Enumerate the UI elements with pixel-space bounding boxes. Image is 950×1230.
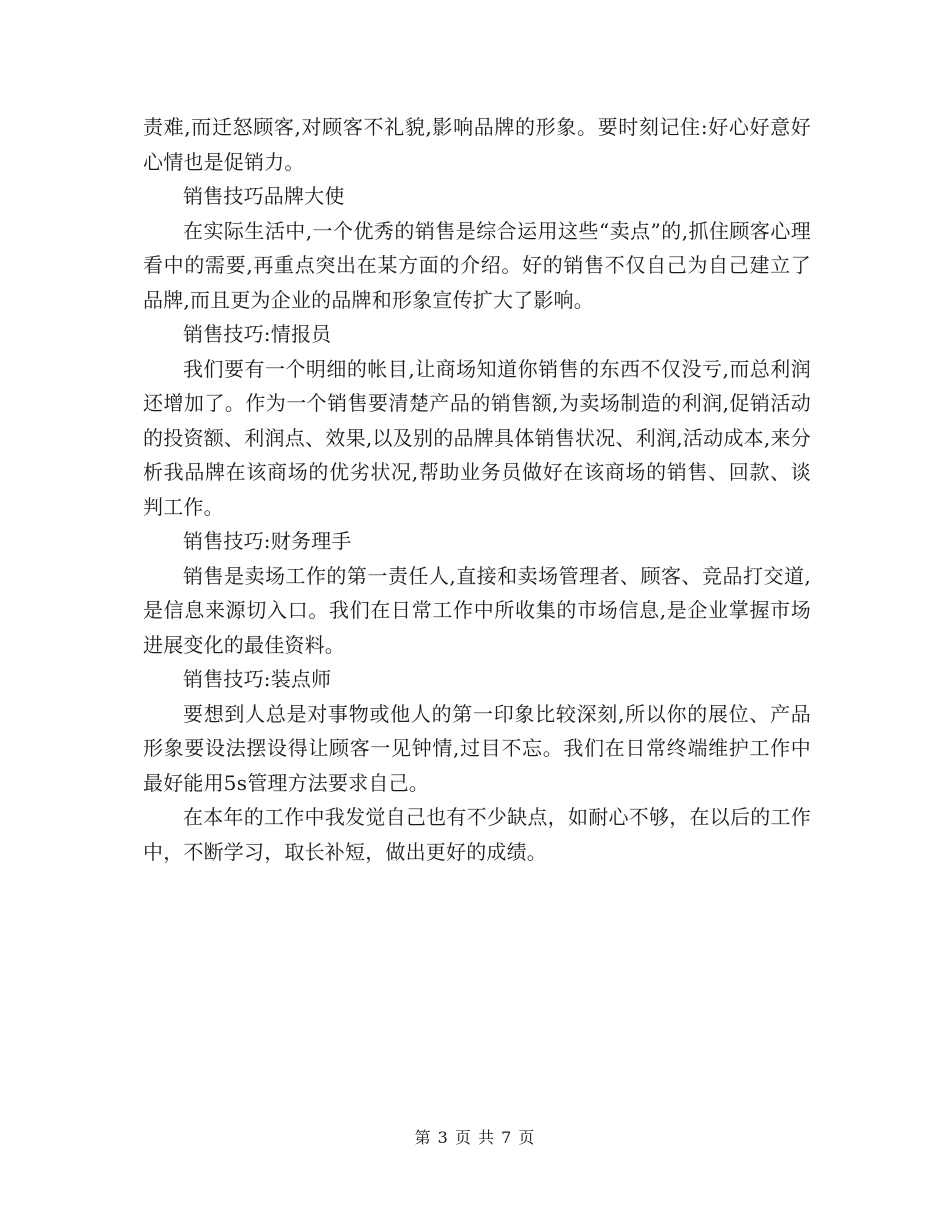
- document-body: [143, 110, 811, 869]
- section-heading-brand-ambassador: 销售技巧品牌大使: [183, 184, 345, 208]
- paragraph-decorator: 要想到人总是对事物或他人的第一印象比较深刻,所以你的展位、产品形象要设法摆设得让顾客一见钟情,过目不忘。我们在日常终端维护工作中最好能用5s管理方法要求自己。: [143, 701, 811, 795]
- section-heading-intelligence: 销售技巧:情报员: [183, 322, 332, 346]
- paragraph-brand-ambassador: 在实际生活中,一个优秀的销售是综合运用这些“卖点”的,抓住顾客心理看中的需要,再重点突出在某方面的介绍。好的销售不仅自己为自己建立了品牌,而且更为企业的品牌和形象宣传扩大了影响。: [143, 218, 811, 312]
- paragraph-summary: 在本年的工作中我发觉自己也有不少缺点，如耐心不够，在以后的工作中，不断学习，取长补短，做出更好的成绩。: [143, 805, 811, 864]
- section-heading-decorator: 销售技巧:装点师: [183, 667, 332, 691]
- section-heading-finance-assistant: 销售技巧:财务理手: [183, 529, 352, 553]
- paragraph-finance-assistant: 销售是卖场工作的第一责任人,直接和卖场管理者、顾客、竞品打交道,是信息来源切入口。我们在日常工作中所收集的市场信息,是企业掌握市场进展变化的最佳资料。: [143, 563, 811, 657]
- paragraph-intelligence: 我们要有一个明细的帐目,让商场知道你销售的东西不仅没亏,而总利润还增加了。作为一个销售要清楚产品的销售额,为卖场制造的利润,促销活动的投资额、利润点、效果,以及别的品牌具体销售状况、利润,活动成本,来分析我品牌在该商场的优劣状况,帮助业务员做好在该商场的销售、回款、谈判工作。: [143, 356, 811, 519]
- paragraph-continuation: 责难,而迁怒顾客,对顾客不礼貌,影响品牌的形象。要时刻记住:好心好意好心情也是促销力。: [143, 115, 811, 174]
- page-number-footer: 第 3 页 共 7 页: [414, 1128, 536, 1147]
